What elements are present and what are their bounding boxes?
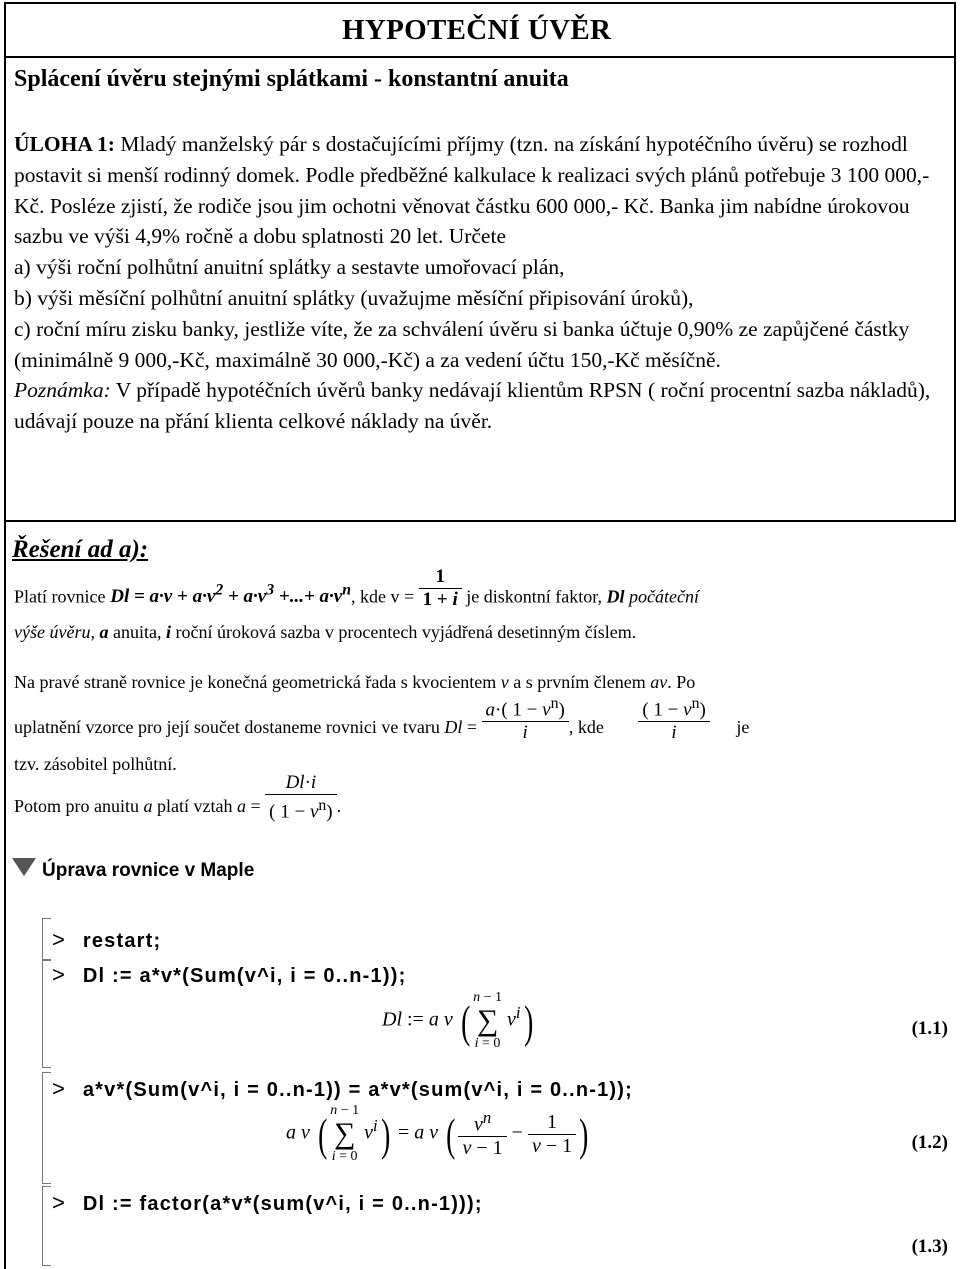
maple-input-3[interactable] <box>52 1076 633 1102</box>
line2-a: výše úvěru, <box>14 622 95 642</box>
prompt-4: > <box>52 1190 65 1215</box>
line1-suffix: je diskontní faktor, <box>466 586 603 607</box>
sum-fraction: $\frac{a\cdot( 1 - v^n)}{i}$ <box>482 693 569 744</box>
line2-c: anuita, <box>112 622 162 642</box>
prompt-1: > <box>52 927 65 952</box>
line6-a: a <box>143 795 153 816</box>
task-text <box>14 129 944 437</box>
execution-group-bracket-3 <box>42 1072 43 1184</box>
line1-prefix: Platí rovnice <box>14 586 106 607</box>
line4-je: je <box>736 716 750 737</box>
equation-label-1: (1.1) <box>911 1018 948 1039</box>
maple-input-1[interactable] <box>52 927 161 953</box>
line2-e: roční úroková sazba v procentech vyjádřená desetinným číslem. <box>175 622 637 642</box>
line4-kde: , kde <box>568 716 604 737</box>
maple-input-4[interactable] <box>52 1190 483 1216</box>
cmd1-text: restart; <box>82 930 162 952</box>
annuity-fraction: $\frac{Dl\cdot i}{( 1 - v^n)}$ <box>265 772 336 823</box>
solution-line-5: tzv. zásobitel polhůtní. <box>14 754 177 774</box>
sum-symbol-icon-2: n − 1 ∑ i = 0 <box>330 1103 360 1164</box>
maple-section-title[interactable]: Úprava rovnice v Maple <box>42 860 255 881</box>
cmd4-text: Dl := factor(a*v*(sum(v^i, i = 0..n-1))); <box>82 1193 483 1215</box>
note-text: V případě hypotéčních úvěrů banky nedávají klientům RPSN ( roční procentní sazba nákladů), udávají pouze na přání klienta celkové náklady na úvěr. <box>14 378 931 434</box>
execution-group-bracket-2 <box>42 960 43 1068</box>
line2-b: a <box>99 622 109 642</box>
line1-end: počáteční <box>629 586 700 607</box>
solution-line-3 <box>14 671 695 693</box>
solution-line-4: uplatnění vzorce pro její součet dostaneme rovnici ve tvaru Dl = $\frac{a\cdot( 1 - v^n)}{i}$ , kde $\frac{( 1 - v^n)}{i}$ je <box>14 695 750 744</box>
line1-mid: , kde v = <box>351 586 415 607</box>
solution-line-1 <box>14 565 700 611</box>
cmd2-text: Dl := a*v*(Sum(v^i, i = 0..n-1)); <box>82 965 407 987</box>
equation-label-3: (1.3) <box>911 1236 948 1257</box>
discount-fraction: $\frac{1}{1 + i}$ <box>419 566 462 611</box>
worksheet-left-border <box>4 522 6 1269</box>
task-label: ÚLOHA 1: <box>14 132 115 156</box>
sum-symbol-icon: n − 1 ∑ i = 0 <box>473 990 502 1051</box>
collapse-triangle-icon[interactable] <box>12 858 36 876</box>
task-item-c: c) roční míru zisku banky, jestliže víte, že za schválení úvěru si banka účtuje 0,90% ze zapůjčené částky (minimálně 9 000,-Kč, maximálně 30 000,-Kč) a za vedení účtu 150,-Kč měsíčně. <box>14 316 910 372</box>
line3-b: a s prvním členem <box>513 672 646 692</box>
annuity-factor-fraction: $\frac{( 1 - v^n)}{i}$ <box>638 693 709 744</box>
task-note <box>14 375 944 437</box>
line6-mid: platí vztah <box>157 795 233 816</box>
solution-line-2 <box>14 621 636 643</box>
equation-label-2: (1.2) <box>911 1132 948 1153</box>
maple-input-2[interactable] <box>52 962 406 988</box>
line6-end: . <box>336 795 342 816</box>
task-item-b: b) výši měsíční polhůtní anuitní splátky (uvažujme měsíční připisování úroků), <box>14 285 694 310</box>
subtitle: Splácení úvěru stejnými splátkami - konstantní anuita <box>14 66 569 92</box>
line3-av: av <box>650 672 668 692</box>
cmd3-text: a*v*(Sum(v^i, i = 0..n-1)) = a*v*(sum(v^i, i = 0..n-1)); <box>82 1079 633 1101</box>
solution-line-6: Potom pro anuitu a platí vztah a = $\frac{Dl\cdot i}{( 1 - v^n)}$ . <box>14 772 342 823</box>
solution-heading: Řešení ad a): <box>12 536 149 563</box>
prompt-3: > <box>52 1076 65 1101</box>
maple-output-2: a v ( n − 1 ∑ i = 0 $v^i) = a$ v ( $\frac{v^n}{v - 1}$ − $\frac{1}{v - 1}$ ) <box>286 1103 589 1164</box>
line1-dl: Dl <box>606 586 625 607</box>
note-label: Poznámka: <box>14 378 111 403</box>
execution-group-bracket-1 <box>42 918 43 960</box>
line3-text: Na pravé straně rovnice je konečná geometrická řada s kvocientem <box>14 672 497 692</box>
line2-d: i <box>165 622 171 642</box>
line6-prefix: Potom pro anuitu <box>14 795 139 816</box>
line3-v: v <box>500 672 509 692</box>
task-intro <box>14 129 944 252</box>
execution-group-bracket-4 <box>42 1186 43 1266</box>
task-intro-text: Mladý manželský pár s dostačujícími příjmy (tzn. na získání hypotéčního úvěru) se rozhodl postavit si menší rodinný domek. Podle předběžné kalkulace k realizaci svých plánů potřebuje 3 100 000,- Kč. Posléze zjistí, že rodiče jsou jim ochotni věnovat částku 600 000,- Kč. Banka jim nabídne úrokovou sazbu ve výši 4,9% ročně a dobu splatnosti 20 let. Určete <box>14 132 930 249</box>
page-title: HYPOTEČNÍ ÚVĚR <box>342 14 612 46</box>
line3-end: . Po <box>667 672 696 692</box>
title-divider <box>4 56 956 58</box>
line4-prefix: uplatnění vzorce pro její součet dostaneme rovnici ve tvaru <box>14 716 440 737</box>
prompt-2: > <box>52 962 65 987</box>
dl-formula: $Dl = a\cdot v + a\cdot v^2 + a\cdot v^3$ +...+ $a\cdot v^n$ <box>105 582 352 608</box>
maple-output-1: Dl := a v ( n − 1 ∑ i = 0 $v^i$) <box>382 990 533 1051</box>
task-item-a: a) výši roční polhůtní anuitní splátky a sestavte umořovací plán, <box>14 255 565 280</box>
